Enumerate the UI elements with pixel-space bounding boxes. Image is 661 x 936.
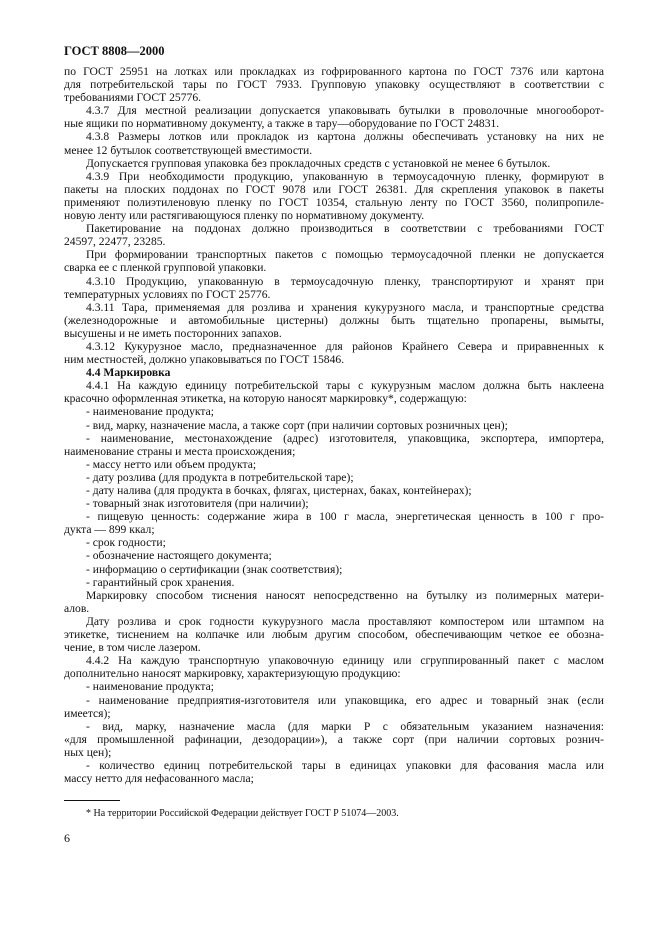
paragraph	[64, 340, 604, 366]
text-line: дукта — 899 ккал;	[64, 523, 155, 537]
text-line: 4.3.10 Продукцию, упакованную в термоусадочную пленку, транспортируют и хранят при	[86, 274, 604, 288]
paragraph	[64, 563, 604, 576]
page-number: 6	[64, 831, 70, 845]
text-line: требованиями ГОСТ 25776.	[64, 91, 202, 105]
text-line: - дату налива (для продукта в бочках, флягах, цистернах, баках, контейнерах);	[86, 484, 472, 497]
paragraph	[64, 484, 604, 497]
text-line: новую ленту или растягивающуюся пленку по нормативному документу.	[64, 209, 425, 223]
text-line: 4.4.2 На каждую транспортную упаковочную единицу или сгруппированный пакет с маслом	[86, 654, 604, 668]
text-line: - обозначение настоящего документа;	[86, 549, 272, 563]
text-line: - наименование продукта;	[86, 680, 214, 694]
text-line: массу нетто для нефасованного масла;	[64, 772, 254, 786]
paragraph	[64, 720, 604, 759]
paragraph	[64, 275, 604, 301]
text-line: высушены и не иметь посторонних запахов.	[64, 326, 282, 340]
text-line: красочно оформленная этикетка, на которую наносят маркировку*, содержащую:	[64, 392, 467, 406]
paragraph	[64, 157, 604, 170]
text-line: - наименование, местонахождение (адрес) изготовителя, упаковщика, экспортера, импортера,	[86, 431, 604, 445]
text-line: «для промышленной рафинации, дезодорации»), а также сорт (при наличии сортовых рознич-	[64, 732, 604, 746]
text-line: - пищевую ценность: содержание жира в 100 г масла, энергетическая ценность в 100 г про-	[86, 510, 604, 524]
paragraph	[64, 759, 604, 785]
text-line: - срок годности;	[86, 536, 166, 550]
paragraph	[64, 248, 604, 274]
paragraph	[64, 170, 604, 222]
document-header: ГОСТ 8808—2000	[64, 44, 165, 58]
text-line: температурных условиях по ГОСТ 25776.	[64, 287, 271, 301]
paragraph	[64, 419, 604, 432]
document-body	[64, 65, 604, 785]
text-line: по ГОСТ 25951 на лотках или прокладках из гофрированного картона по ГОСТ 7376 или картона	[64, 65, 604, 78]
footnote: * На территории Российской Федерации действует ГОСТ Р 51074—2003.	[86, 808, 399, 819]
text-line: дополнительно наносят маркировку, характеризующую продукцию:	[64, 667, 401, 681]
text-line: - информацию о сертификации (знак соответствия);	[86, 562, 343, 576]
paragraph	[64, 458, 604, 471]
text-line: Дату розлива и срок годности кукурузного масла проставляют компостером или штампом на	[86, 614, 604, 628]
paragraph	[64, 576, 604, 589]
paragraph	[64, 301, 604, 340]
text-line: 4.4 Маркировка	[86, 366, 171, 380]
paragraph	[64, 549, 604, 562]
text-line: 4.4.1 На каждую единицу потребительской тары с кукурузным маслом должна быть наклеена	[86, 379, 604, 393]
text-line: наименование страны и места происхождения;	[64, 444, 296, 458]
text-line: алов.	[64, 601, 90, 615]
paragraph	[64, 510, 604, 536]
text-line: 4.3.9 При необходимости продукцию, упакованную в термоусадочную пленку, формируют в	[86, 169, 604, 183]
paragraph	[64, 694, 604, 720]
text-line: - товарный знак изготовителя (при наличии);	[86, 497, 309, 511]
paragraph	[64, 65, 604, 104]
text-line: - наименование продукта;	[86, 405, 214, 419]
text-line: применяют полиэтиленовую пленку по ГОСТ 10354, стальную ленту по ГОСТ 3560, полипропиле-	[64, 195, 604, 209]
text-line: - количество единиц потребительской тары в единицах упаковки для фасования масла или	[86, 758, 604, 772]
text-line: Пакетирование на поддонах должно производиться в соответствии с требованиями ГОСТ	[86, 222, 604, 236]
text-line: - вид, марку, назначение масла, а также сорт (при наличии сортовых розничных цен);	[86, 418, 508, 432]
text-line: - массу нетто или объем продукта;	[86, 457, 257, 471]
paragraph	[64, 104, 604, 130]
text-line: 4.3.7 Для местной реализации допускается упаковывать бутылки в проволочные многооборот-	[86, 104, 604, 118]
paragraph	[64, 405, 604, 418]
text-line: имеется);	[64, 706, 111, 720]
section-heading	[64, 366, 604, 379]
text-line: 4.3.12 Кукурузное масло, предназначенное для районов Крайнего Севера и приравненных к	[86, 339, 604, 353]
text-line: - дату розлива (для продукта в потребительской таре);	[86, 470, 354, 484]
footnote-divider	[64, 800, 120, 801]
paragraph	[64, 379, 604, 405]
text-line: чение, в том числе лазером.	[64, 641, 201, 655]
text-line: (железнодорожные и автомобильные цистерны) должны быть тщательно пропарены, вымыты,	[64, 313, 604, 327]
text-line: 24597, 22477, 23285.	[64, 235, 166, 249]
paragraph	[64, 589, 604, 615]
text-line: 4.3.11 Тара, применяемая для розлива и хранения кукурузного масла, и транспортные средства	[86, 300, 604, 314]
paragraph	[64, 497, 604, 510]
paragraph	[64, 615, 604, 654]
text-line: Допускается групповая упаковка без прокладочных средств с установкой не менее 6 бутылок.	[86, 156, 551, 170]
text-line: менее 12 бутылок соответствующей вместимости.	[64, 143, 313, 157]
text-line: ных цен);	[64, 745, 112, 759]
text-line: этикетке, тиснением на колпачке или любым другим способом, обеспечивающим четкое ее обозна-	[64, 628, 604, 642]
text-line: ные ящики по нормативному документу, а также в тару—оборудование по ГОСТ 24831.	[64, 117, 500, 131]
text-line: пакеты на плоских поддонах по ГОСТ 9078 или ГОСТ 26381. Для скрепления упаковок в пакеты	[64, 182, 604, 196]
paragraph	[64, 432, 604, 458]
text-line: для потребительской тары по ГОСТ 7933. Групповую упаковку осуществляют в соответствии с	[64, 78, 604, 92]
paragraph	[64, 471, 604, 484]
paragraph	[64, 536, 604, 549]
paragraph	[64, 654, 604, 680]
text-line: ним местностей, должно упаковываться по ГОСТ 15846.	[64, 353, 345, 367]
text-line: - вид, марку, назначение масла (для марки Р с обязательным указанием назначения:	[86, 719, 604, 733]
paragraph	[64, 680, 604, 693]
text-line: - гарантийный срок хранения.	[86, 575, 235, 589]
paragraph	[64, 130, 604, 156]
text-line: - наименование предприятия-изготовителя или упаковщика, его адрес и товарный знак (если	[86, 693, 604, 707]
text-line: При формировании транспортных пакетов с помощью термоусадочной пленки не допускается	[86, 248, 604, 262]
text-line: Маркировку способом тиснения наносят непосредственно на бутылку из полимерных матери-	[86, 588, 604, 602]
paragraph	[64, 222, 604, 248]
text-line: сварка ее с пленкой групповой упаковки.	[64, 261, 267, 275]
text-line: 4.3.8 Размеры лотков или прокладок из картона должны обеспечивать установку на них не	[86, 130, 604, 144]
